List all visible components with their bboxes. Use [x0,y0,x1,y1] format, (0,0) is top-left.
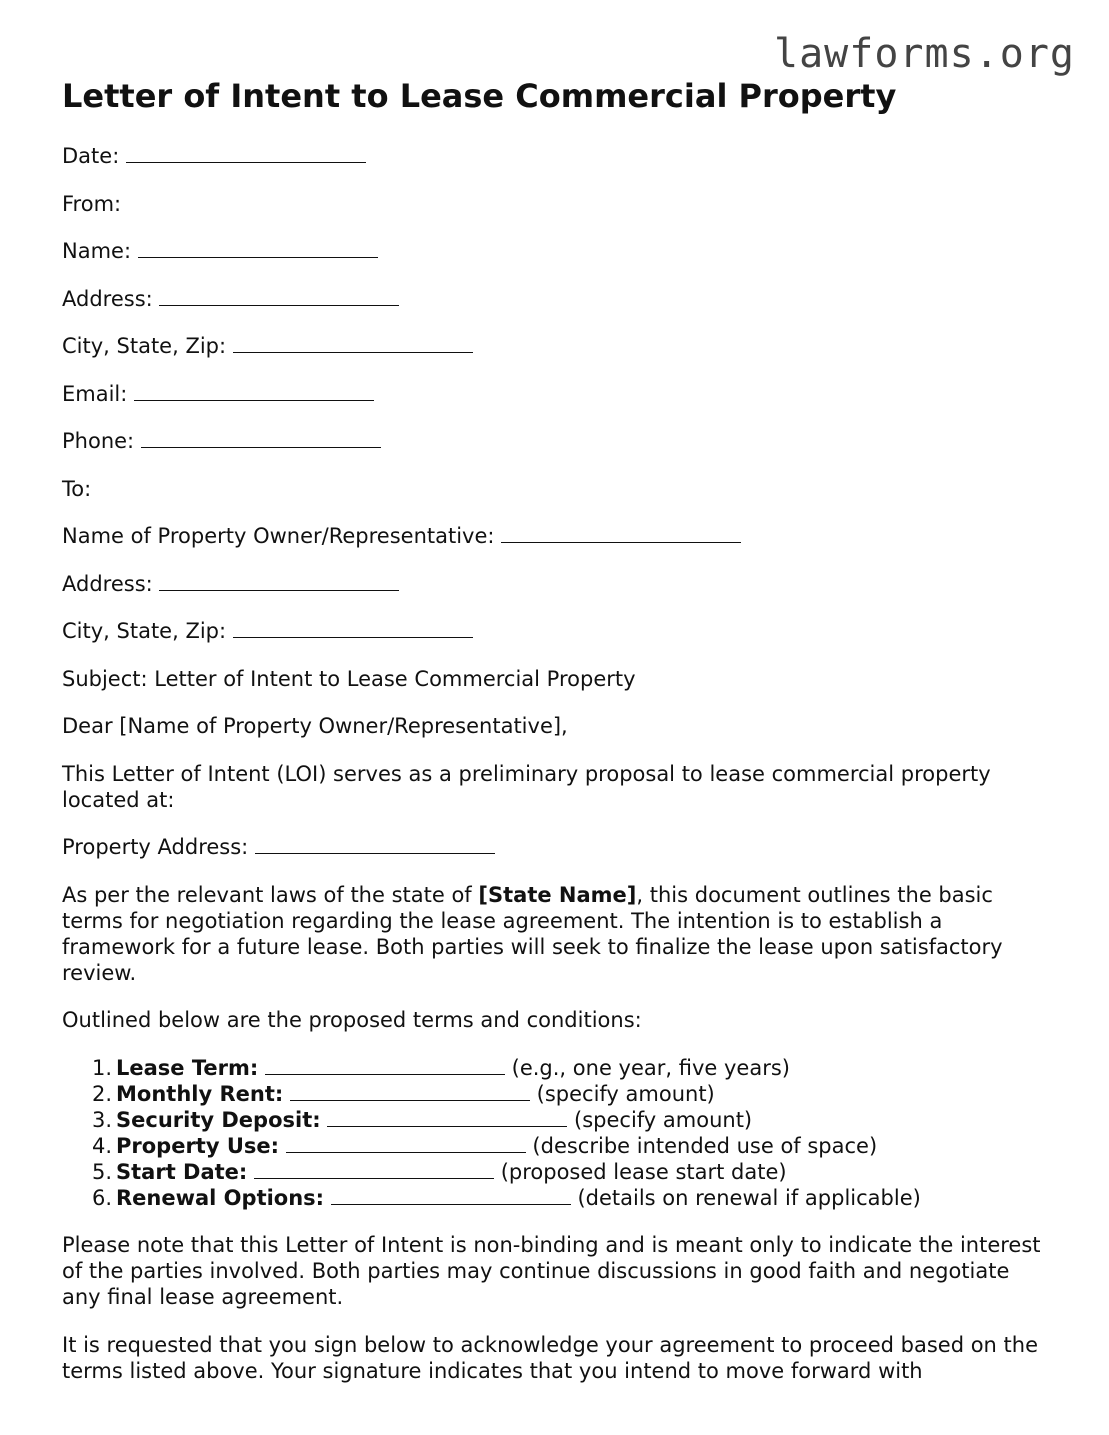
owner-name-label: Name of Property Owner/Representative: [62,524,495,548]
term-item [62,1159,1047,1185]
from-city-blank[interactable] [233,334,473,353]
term-note: (proposed lease start date) [500,1159,787,1184]
term-note: (details on renewal if applicable) [577,1185,921,1210]
term-item [62,1185,1047,1211]
intro-paragraph: This Letter of Intent (LOI) serves as a preliminary proposal to lease commercial property located at: [62,761,991,812]
term-number: 4. [91,1133,112,1158]
term-blank[interactable] [327,1108,567,1127]
nonbinding-paragraph: Please note that this Letter of Intent is non-binding and is meant only to indicate the interest of the parties involved. Both parties may continue discussions in good faith and negotiate any final lease agreement. [62,1233,1041,1309]
property-address-label: Property Address: [62,835,249,859]
from-name-field [62,238,1047,264]
owner-name-blank[interactable] [501,524,741,543]
term-label: Start Date: [116,1159,248,1184]
term-number: 5. [91,1159,112,1184]
term-number: 3. [91,1107,112,1132]
state-paragraph-before: As per the relevant laws of the state of [62,882,479,907]
document-page [62,76,1047,1405]
term-label: Lease Term: [116,1055,259,1080]
term-item [62,1107,1047,1133]
to-address-field [62,571,1047,597]
term-note: (e.g., one year, five years) [511,1055,790,1080]
term-blank[interactable] [290,1082,530,1101]
from-name-blank[interactable] [138,239,378,258]
from-name-label: Name: [62,239,132,263]
term-label: Monthly Rent: [116,1081,284,1106]
term-blank[interactable] [286,1134,526,1153]
salutation: Dear [Name of Property Owner/Representative], [62,714,568,738]
term-item [62,1081,1047,1107]
lawforms-watermark: lawforms.org [774,31,1075,77]
from-phone-field [62,428,1047,454]
from-phone-label: Phone: [62,429,135,453]
state-name-placeholder: [State Name] [478,882,637,907]
date-blank[interactable] [126,144,366,163]
to-city-blank[interactable] [233,619,473,638]
from-heading: From: [62,191,122,216]
property-address-field [62,834,1047,860]
state-paragraph-after: , this document outlines the basic terms for negotiation regarding the lease agreement. The intention is to establish a framework for a future lease. Both parties will seek to finalize the lease upon satisfactory review. [62,882,1003,985]
term-note: (describe intended use of space) [532,1133,878,1158]
term-label: Security Deposit: [116,1107,321,1132]
to-heading: To: [62,476,92,501]
term-number: 6. [91,1185,112,1210]
property-address-blank[interactable] [255,835,495,854]
to-address-blank[interactable] [159,572,399,591]
subject-line: Subject: Letter of Intent to Lease Commercial Property [62,666,636,691]
from-address-field [62,286,1047,312]
term-number: 1. [91,1055,112,1080]
from-email-blank[interactable] [134,382,374,401]
document-body [62,143,1047,1384]
from-city-label: City, State, Zip: [62,334,227,358]
to-city-label: City, State, Zip: [62,619,227,643]
term-blank[interactable] [254,1160,494,1179]
from-address-blank[interactable] [159,287,399,306]
term-note: (specify amount) [536,1081,715,1106]
from-address-label: Address: [62,286,153,311]
term-number: 2. [91,1081,112,1106]
from-email-field [62,381,1047,407]
date-label: Date: [62,144,120,168]
date-field [62,143,1047,169]
document-title: Letter of Intent to Lease Commercial Property [62,77,897,115]
from-phone-blank[interactable] [141,429,381,448]
term-blank[interactable] [265,1056,505,1075]
request-paragraph: It is requested that you sign below to acknowledge your agreement to proceed based on the terms listed above. Your signature indicates that you intend to move forward with [62,1332,1038,1383]
to-city-field [62,618,1047,644]
from-city-field [62,333,1047,359]
terms-intro: Outlined below are the proposed terms and conditions: [62,1008,642,1032]
term-note: (specify amount) [574,1107,753,1132]
state-paragraph [62,882,1047,986]
term-label: Property Use: [116,1133,280,1158]
to-address-label: Address: [62,571,153,596]
term-item [62,1133,1047,1159]
from-email-label: Email: [62,381,128,406]
owner-name-field [62,523,1047,549]
term-blank[interactable] [331,1186,571,1205]
term-item [62,1055,1047,1081]
term-label: Renewal Options: [116,1185,325,1210]
terms-list [62,1055,1047,1211]
